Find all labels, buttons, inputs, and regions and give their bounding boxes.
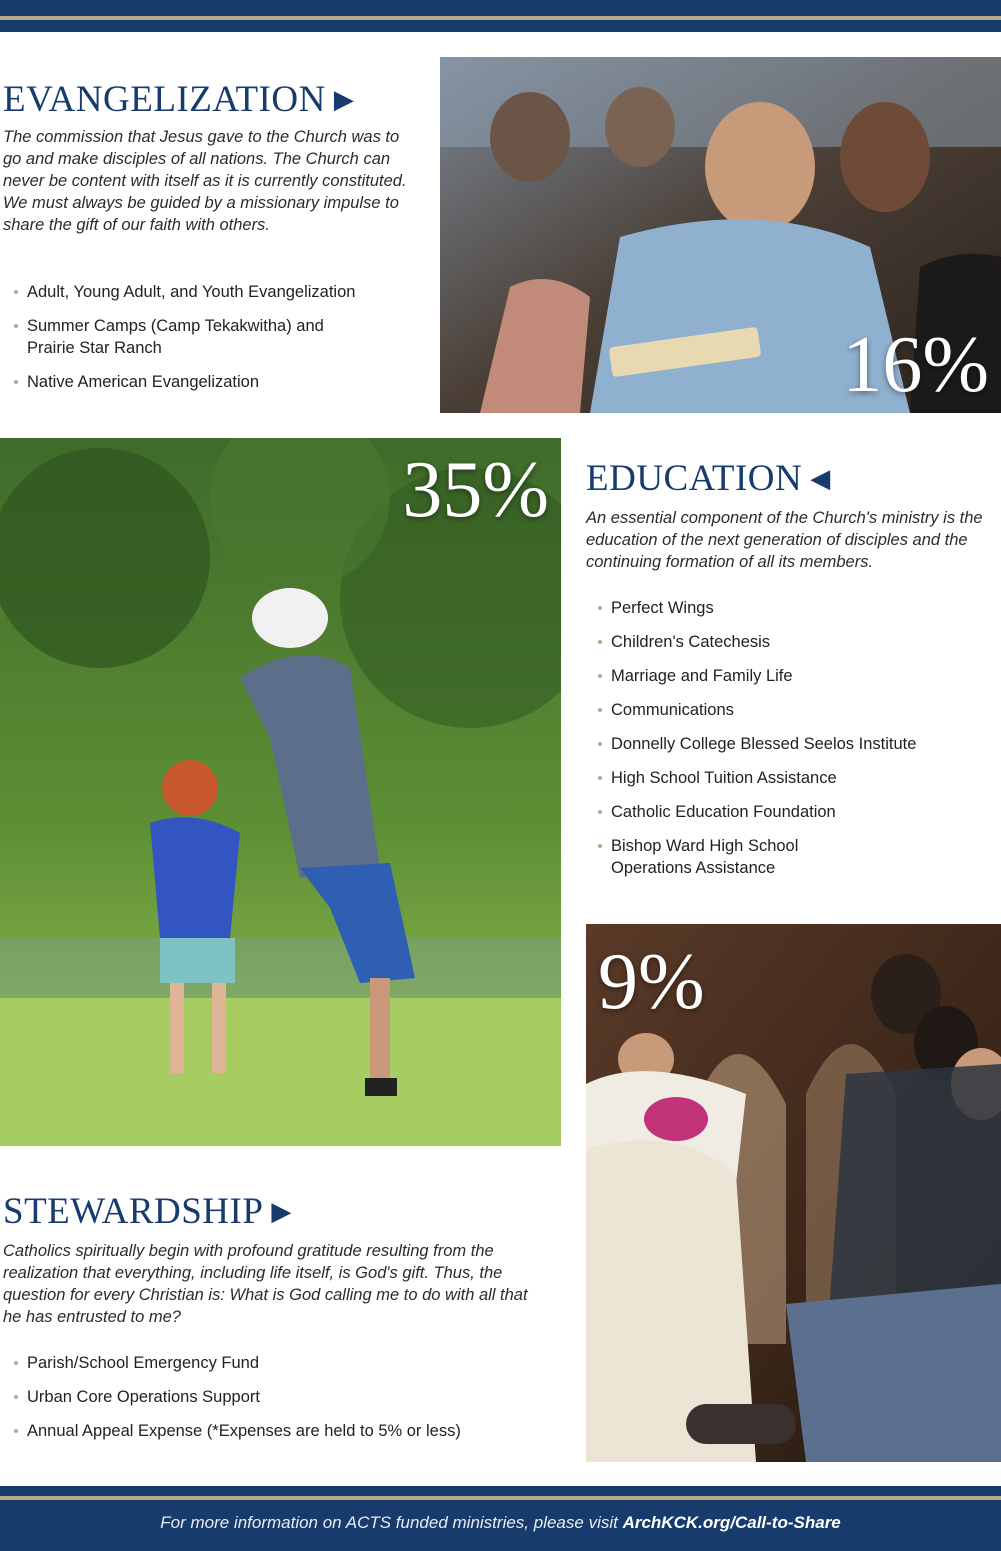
list-item: Catholic Education Foundation: [598, 801, 988, 823]
list-item: Annual Appeal Expense (*Expenses are held to 5% or less): [14, 1420, 554, 1442]
list-item: Perfect Wings: [598, 597, 988, 619]
list-item: Urban Core Operations Support: [14, 1386, 554, 1408]
stewardship-heading-text: STEWARDSHIP: [3, 1191, 264, 1232]
list-item: Native American Evangelization: [14, 371, 404, 393]
stewardship-photo: [586, 924, 1001, 1462]
list-item: Summer Camps (Camp Tekakwitha) and Prairie Star Ranch: [14, 315, 327, 359]
footer-message: For more information on ACTS funded ministries, please visit: [160, 1513, 623, 1532]
evangelization-list: [14, 281, 404, 393]
stewardship-percent: 9%: [598, 938, 705, 1026]
list-item: Children's Catechesis: [598, 631, 988, 653]
stewardship-list: [14, 1352, 554, 1442]
education-photo: [0, 438, 561, 1146]
stewardship-intro: Catholics spiritually begin with profound gratitude resulting from the realization that everything, including life itself, is God's gift. Thus, the question for every Christian is: What is God calling me to do with all that he has entrusted to me?: [3, 1242, 528, 1326]
list-item: Adult, Young Adult, and Youth Evangelization: [14, 281, 404, 303]
list-item: Parish/School Emergency Fund: [14, 1352, 554, 1374]
arrow-left-icon: ◀: [810, 464, 831, 493]
list-item: Bishop Ward High School Operations Assistance: [598, 835, 841, 879]
evangelization-intro: The commission that Jesus gave to the Church was to go and make disciples of all nations. The Church can never be content with itself as it is currently constituted. We must always be guided by a missionary impulse to share the gift of our faith with others.: [3, 128, 407, 234]
arrow-right-icon: ▶: [271, 1197, 292, 1226]
education-heading: [586, 457, 831, 500]
education-list: [598, 597, 988, 879]
evangelization-heading: [3, 78, 354, 121]
list-item: Communications: [598, 699, 988, 721]
evangelization-percent: 16%: [842, 321, 989, 409]
photo-father-daughter-walk: [0, 438, 561, 1146]
arrow-right-icon: ▶: [333, 85, 355, 114]
footer-text: [0, 1513, 1001, 1533]
top-band-stripe: [0, 16, 1001, 20]
education-percent: 35%: [402, 446, 549, 534]
evangelization-heading-text: EVANGELIZATION: [3, 79, 326, 120]
evangelization-photo: [440, 57, 1001, 413]
list-item: Marriage and Family Life: [598, 665, 988, 687]
list-item: Donnelly College Blessed Seelos Institute: [598, 733, 988, 755]
list-item: High School Tuition Assistance: [598, 767, 988, 789]
stewardship-heading: [3, 1190, 292, 1233]
bottom-band-stripe: [0, 1496, 1001, 1500]
education-heading-text: EDUCATION: [586, 458, 803, 499]
top-band: [0, 0, 1001, 32]
footer-link[interactable]: ArchKCK.org/Call-to-Share: [622, 1513, 841, 1532]
education-intro: An essential component of the Church's ministry is the education of the next generation of disciples and the continuing formation of all its members.: [586, 509, 983, 571]
